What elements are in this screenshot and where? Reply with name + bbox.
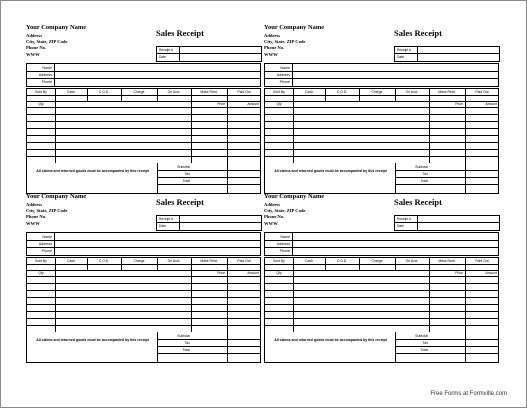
claims-note: All claims and returned goods must be accompanied by this receipt [274, 338, 387, 342]
divider [417, 216, 418, 230]
grid-line [293, 89, 294, 101]
divider [292, 233, 293, 255]
grid-line [265, 149, 498, 150]
grid-line [55, 89, 56, 101]
grid-line [265, 121, 498, 122]
grid-line [293, 270, 294, 332]
grid-line [27, 297, 260, 298]
customer-address-label: Address [276, 73, 290, 77]
receipt-number-field[interactable] [395, 216, 499, 223]
cod-header: C.O.D. [336, 259, 348, 263]
grid-line [27, 264, 260, 265]
grid-line [265, 101, 498, 102]
grid-line [265, 95, 498, 96]
grid-line [227, 89, 228, 101]
grid-line [265, 276, 498, 277]
charge-header: Charge [133, 259, 145, 263]
customer-name-label: Name [42, 235, 52, 239]
amount-header: Amount [485, 102, 497, 106]
grid-line [265, 318, 498, 319]
company-phone: Phone No. [26, 214, 47, 219]
customer-phone-label: Phone [41, 249, 52, 253]
grid-line [27, 107, 260, 108]
grid-line [27, 128, 260, 129]
cod-header: C.O.D. [336, 90, 348, 94]
receipt-info-box [156, 46, 262, 62]
company-city: City, State, ZIP Code [264, 208, 306, 213]
sold-by-header: Sold By [273, 259, 285, 263]
grid-line [27, 95, 260, 96]
sales-receipt-form [264, 193, 500, 363]
divider [265, 240, 498, 241]
grid-line [227, 270, 228, 362]
receipt-title: Sales Receipt [394, 197, 442, 207]
grid-line [265, 114, 498, 115]
tax-label: Tax [184, 341, 190, 345]
grid-line [265, 290, 498, 291]
divider [417, 47, 418, 61]
grid-line [265, 283, 498, 284]
grid-line [27, 121, 260, 122]
qty-header: Qty [276, 102, 282, 106]
tax-label: Tax [422, 172, 428, 176]
company-city: City, State, ZIP Code [264, 39, 306, 44]
grid-line [429, 258, 430, 270]
grid-line [359, 258, 360, 270]
grid-line [157, 184, 260, 185]
grid-line [157, 177, 260, 178]
customer-address-label: Address [38, 242, 52, 246]
total-label: Total [182, 179, 190, 183]
merchandise-returned-header: Mdse Retd. [200, 259, 218, 263]
receipt-date-field[interactable] [395, 223, 499, 230]
customer-address-label: Address [38, 73, 52, 77]
item-grid [264, 257, 499, 363]
merchandise-returned-header: Mdse Retd. [200, 90, 218, 94]
item-grid [264, 88, 499, 194]
grid-line [55, 270, 56, 332]
grid-line [27, 325, 260, 326]
claims-note: All claims and returned goods must be accompanied by this receipt [36, 169, 149, 173]
price-header: Price [455, 271, 463, 275]
sold-by-header: Sold By [35, 259, 47, 263]
grid-line [55, 101, 56, 163]
company-address: Address [26, 33, 42, 38]
grid-line [265, 128, 498, 129]
grid-line [395, 339, 498, 340]
company-phone: Phone No. [264, 45, 285, 50]
customer-phone-label: Phone [41, 80, 52, 84]
divider [54, 64, 55, 86]
receipt-number-label: Receipt # [159, 217, 173, 221]
grid-line [395, 258, 396, 270]
company-address: Address [264, 33, 280, 38]
on-account-header: On Acct. [167, 259, 181, 263]
subtotal-label: Subtotal [415, 334, 428, 338]
grid-line [27, 283, 260, 284]
grid-line [395, 89, 396, 101]
subtotal-label: Subtotal [177, 165, 190, 169]
grid-line [265, 142, 498, 143]
grid-line [227, 258, 228, 270]
grid-line [157, 346, 260, 347]
grid-line [27, 276, 260, 277]
grid-line [465, 258, 466, 270]
receipt-number-field[interactable] [157, 47, 261, 54]
receipt-number-field[interactable] [395, 47, 499, 54]
grid-line [157, 258, 158, 270]
receipt-date-label: Date [397, 55, 404, 59]
customer-box [264, 232, 499, 256]
charge-header: Charge [133, 90, 145, 94]
receipt-info-box [394, 215, 500, 231]
grid-line [27, 149, 260, 150]
grid-line [265, 156, 498, 157]
grid-line [157, 163, 158, 193]
receipt-info-box [394, 46, 500, 62]
qty-header: Qty [38, 102, 44, 106]
qty-header: Qty [38, 271, 44, 275]
customer-box [26, 63, 261, 87]
receipt-number-label: Receipt # [397, 48, 411, 52]
total-label: Total [182, 348, 190, 352]
grid-line [191, 89, 192, 101]
price-header: Price [217, 271, 225, 275]
paid-out-header: Paid Out [237, 90, 251, 94]
tax-label: Tax [184, 172, 190, 176]
receipt-title: Sales Receipt [394, 28, 442, 38]
customer-name-label: Name [42, 66, 52, 70]
grid-line [465, 270, 466, 362]
divider [265, 247, 498, 248]
cod-header: C.O.D. [98, 259, 110, 263]
grid-line [293, 258, 294, 270]
grid-line [27, 318, 260, 319]
grid-line [27, 142, 260, 143]
grid-line [27, 311, 260, 312]
tax-label: Tax [422, 341, 428, 345]
amount-header: Amount [247, 271, 259, 275]
subtotal-label: Subtotal [177, 334, 190, 338]
cash-header: Cash [67, 259, 75, 263]
grid-line [465, 89, 466, 101]
receipt-info-box [156, 215, 262, 231]
sold-by-header: Sold By [35, 90, 47, 94]
cod-header: C.O.D. [98, 90, 110, 94]
divider [179, 47, 180, 61]
subtotal-label: Subtotal [415, 165, 428, 169]
company-name: Your Company Name [26, 193, 87, 200]
grid-line [27, 101, 260, 102]
grid-line [227, 101, 228, 193]
grid-line [359, 89, 360, 101]
grid-line [265, 325, 498, 326]
company-phone: Phone No. [26, 45, 47, 50]
grid-line [191, 270, 192, 332]
grid-line [395, 353, 498, 354]
grid-line [465, 101, 466, 193]
divider [27, 78, 260, 79]
grid-line [395, 332, 396, 362]
receipt-date-label: Date [159, 55, 166, 59]
receipt-number-label: Receipt # [159, 48, 173, 52]
grid-line [157, 353, 260, 354]
customer-name-label: Name [280, 66, 290, 70]
grid-line [395, 163, 396, 193]
grid-line [265, 311, 498, 312]
sales-receipt-form [26, 193, 262, 363]
cash-header: Cash [305, 90, 313, 94]
paid-out-header: Paid Out [475, 90, 489, 94]
company-www: WWW [26, 221, 40, 226]
company-city: City, State, ZIP Code [26, 208, 68, 213]
sales-receipt-form [26, 24, 262, 194]
grid-line [87, 89, 88, 101]
divider [27, 247, 260, 248]
grid-line [429, 270, 430, 332]
amount-header: Amount [485, 271, 497, 275]
company-address: Address [26, 202, 42, 207]
customer-phone-label: Phone [279, 80, 290, 84]
company-name: Your Company Name [264, 193, 325, 200]
grid-line [27, 135, 260, 136]
charge-header: Charge [371, 90, 383, 94]
price-header: Price [455, 102, 463, 106]
grid-line [157, 89, 158, 101]
grid-line [429, 101, 430, 163]
customer-name-label: Name [280, 235, 290, 239]
on-account-header: On Acct. [167, 90, 181, 94]
receipt-number-field[interactable] [157, 216, 261, 223]
company-name: Your Company Name [26, 24, 87, 31]
receipt-number-label: Receipt # [397, 217, 411, 221]
receipt-date-label: Date [397, 224, 404, 228]
company-name: Your Company Name [264, 24, 325, 31]
merchandise-returned-header: Mdse Retd. [438, 259, 456, 263]
grid-line [395, 184, 498, 185]
customer-box [26, 232, 261, 256]
grid-line [27, 304, 260, 305]
grid-line [265, 304, 498, 305]
grid-line [27, 290, 260, 291]
receipt-date-field[interactable] [157, 223, 261, 230]
grid-line [395, 177, 498, 178]
grid-line [395, 170, 498, 171]
receipt-title: Sales Receipt [156, 28, 204, 38]
receipt-date-field[interactable] [395, 54, 499, 61]
grid-line [27, 270, 260, 271]
grid-line [325, 258, 326, 270]
divider [292, 64, 293, 86]
receipt-date-field[interactable] [157, 54, 261, 61]
claims-note: All claims and returned goods must be accompanied by this receipt [36, 338, 149, 342]
grid-line [293, 101, 294, 163]
grid-line [325, 89, 326, 101]
divider [27, 240, 260, 241]
grid-line [395, 346, 498, 347]
customer-phone-label: Phone [279, 249, 290, 253]
sold-by-header: Sold By [273, 90, 285, 94]
customer-address-label: Address [276, 242, 290, 246]
paid-out-header: Paid Out [237, 259, 251, 263]
grid-line [265, 135, 498, 136]
receipt-date-label: Date [159, 224, 166, 228]
divider [27, 71, 260, 72]
item-grid [26, 88, 261, 194]
grid-line [27, 156, 260, 157]
company-www: WWW [264, 52, 278, 57]
cash-header: Cash [67, 90, 75, 94]
divider [179, 216, 180, 230]
company-address: Address [264, 202, 280, 207]
on-account-header: On Acct. [405, 259, 419, 263]
cash-header: Cash [305, 259, 313, 263]
customer-box [264, 63, 499, 87]
price-header: Price [217, 102, 225, 106]
divider [265, 71, 498, 72]
total-label: Total [420, 348, 428, 352]
footer-credit: Free Forms at Formville.com [430, 391, 507, 397]
grid-line [55, 258, 56, 270]
grid-line [157, 339, 260, 340]
sales-receipt-form [264, 24, 500, 194]
grid-line [191, 258, 192, 270]
merchandise-returned-header: Mdse Retd. [438, 90, 456, 94]
grid-line [265, 270, 498, 271]
company-www: WWW [26, 52, 40, 57]
grid-line [157, 170, 260, 171]
charge-header: Charge [371, 259, 383, 263]
claims-note: All claims and returned goods must be accompanied by this receipt [274, 169, 387, 173]
total-label: Total [420, 179, 428, 183]
receipt-title: Sales Receipt [156, 197, 204, 207]
company-city: City, State, ZIP Code [26, 39, 68, 44]
paid-out-header: Paid Out [475, 259, 489, 263]
grid-line [265, 107, 498, 108]
grid-line [121, 89, 122, 101]
grid-line [157, 332, 158, 362]
divider [54, 233, 55, 255]
grid-line [87, 258, 88, 270]
divider [265, 78, 498, 79]
amount-header: Amount [247, 102, 259, 106]
grid-line [265, 264, 498, 265]
grid-line [429, 89, 430, 101]
qty-header: Qty [276, 271, 282, 275]
item-grid [26, 257, 261, 363]
company-phone: Phone No. [264, 214, 285, 219]
grid-line [191, 101, 192, 163]
grid-line [27, 114, 260, 115]
on-account-header: On Acct. [405, 90, 419, 94]
grid-line [121, 258, 122, 270]
grid-line [265, 297, 498, 298]
company-www: WWW [264, 221, 278, 226]
